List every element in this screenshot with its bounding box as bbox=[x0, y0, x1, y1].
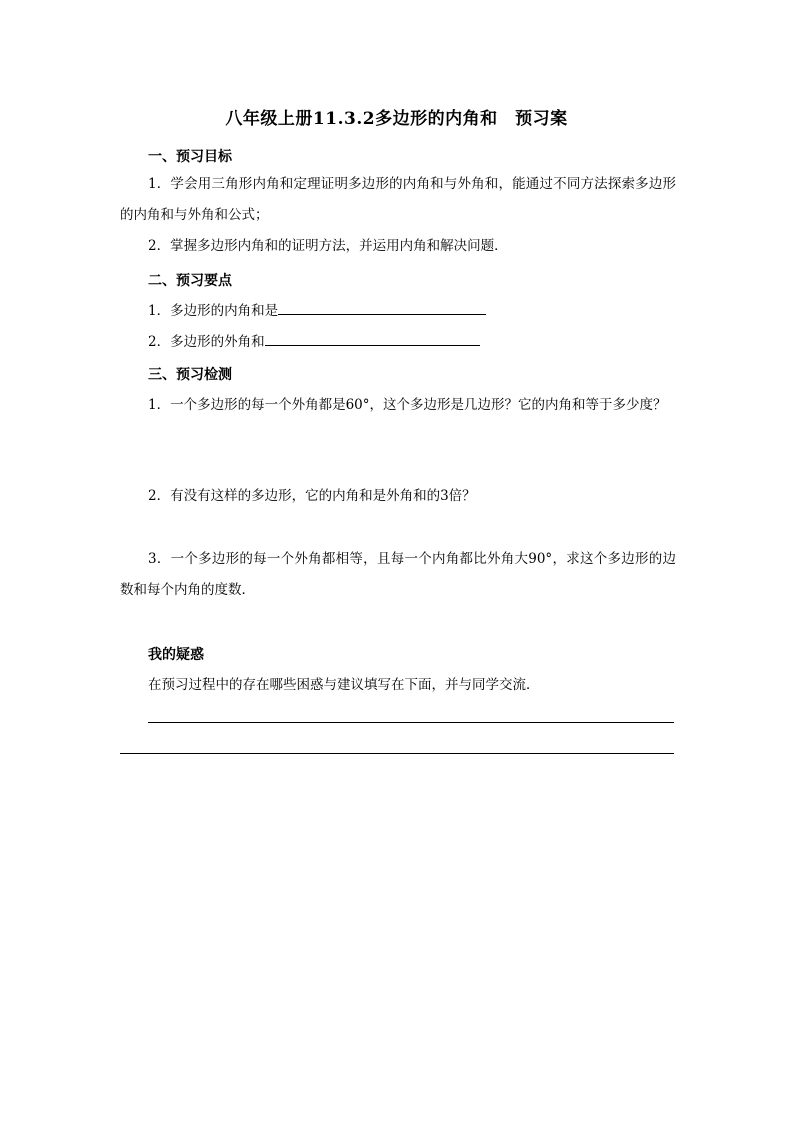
check-question-3: 3．一个多边形的每一个外角都相等，且每一个内角都比外角大90°，求这个多边形的边数和每个内角的度数． bbox=[120, 551, 676, 598]
point-item-2 bbox=[148, 331, 480, 352]
check-question-2: 2．有没有这样的多边形，它的内角和是外角和的3倍？ bbox=[148, 488, 476, 504]
document-title: 八年级上册11.3.2多边形的内角和 预习案 bbox=[225, 109, 568, 129]
section-heading-goals: 一、预习目标 bbox=[148, 149, 232, 165]
section-heading-points: 二、预习要点 bbox=[148, 273, 232, 289]
point-item-1-text: 1．多边形的内角和是 bbox=[148, 303, 279, 319]
section-heading-doubts: 我的疑惑 bbox=[148, 647, 204, 663]
check-question-1: 1．一个多边形的每一个外角都是60°，这个多边形是几边形？它的内角和等于多少度？ bbox=[148, 397, 667, 413]
writing-line-1[interactable] bbox=[148, 722, 674, 723]
goal-item-1: 1．学会用三角形内角和定理证明多边形的内角和与外角和，能通过不同方法探索多边形的内角和与外角和公式； bbox=[120, 176, 676, 223]
point-item-2-text: 2．多边形的外角和 bbox=[148, 334, 265, 350]
point-item-1 bbox=[148, 300, 486, 321]
section-heading-check: 三、预习检测 bbox=[148, 367, 232, 383]
writing-line-2[interactable] bbox=[120, 753, 674, 754]
answer-blank-2[interactable] bbox=[265, 331, 480, 346]
answer-blank-1[interactable] bbox=[278, 300, 486, 315]
doubts-instruction: 在预习过程中的存在哪些困惑与建议填写在下面，并与同学交流． bbox=[148, 677, 540, 693]
goal-item-2: 2．掌握多边形内角和的证明方法，并运用内角和解决问题． bbox=[148, 238, 508, 254]
